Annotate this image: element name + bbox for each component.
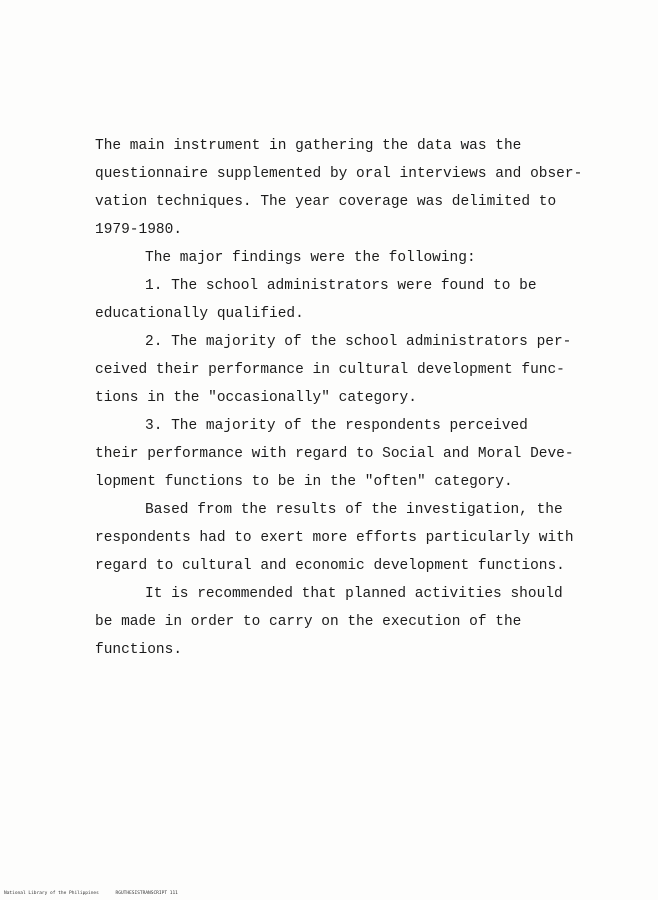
text-line: be made in order to carry on the execution of the (95, 614, 522, 630)
finding-2: 2. The majority of the school administrators per- (145, 334, 572, 350)
text-line: 1979-1980. (95, 222, 183, 238)
text-line: tions in the "occasionally" category. (95, 390, 417, 406)
footer-code: RGUTHESISTRANSCRIPT 111 (115, 891, 178, 896)
text-line: The main instrument in gathering the data was the (95, 138, 522, 154)
text-line: regard to cultural and economic development functions. (95, 558, 565, 574)
text-line: vation techniques. The year coverage was delimited to (95, 194, 557, 210)
text-line: their performance with regard to Social and Moral Deve- (95, 446, 574, 462)
text-line: respondents had to exert more efforts particularly with (95, 530, 574, 546)
text-line: functions. (95, 642, 183, 658)
page-footer (4, 891, 192, 896)
conclusion-line: Based from the results of the investigation, the (145, 502, 563, 518)
footer-source: National Library of the Philippines (4, 891, 99, 896)
finding-1: 1. The school administrators were found to be (145, 278, 537, 294)
text-line: The major findings were the following: (145, 250, 476, 266)
text-line: questionnaire supplemented by oral interviews and obser- (95, 166, 583, 182)
finding-3: 3. The majority of the respondents perceived (145, 418, 528, 434)
abstract-text (95, 132, 583, 664)
text-line: educationally qualified. (95, 306, 304, 322)
recommendation-line: It is recommended that planned activities should (145, 586, 563, 602)
text-line: ceived their performance in cultural development func- (95, 362, 565, 378)
text-line: lopment functions to be in the "often" category. (95, 474, 513, 490)
